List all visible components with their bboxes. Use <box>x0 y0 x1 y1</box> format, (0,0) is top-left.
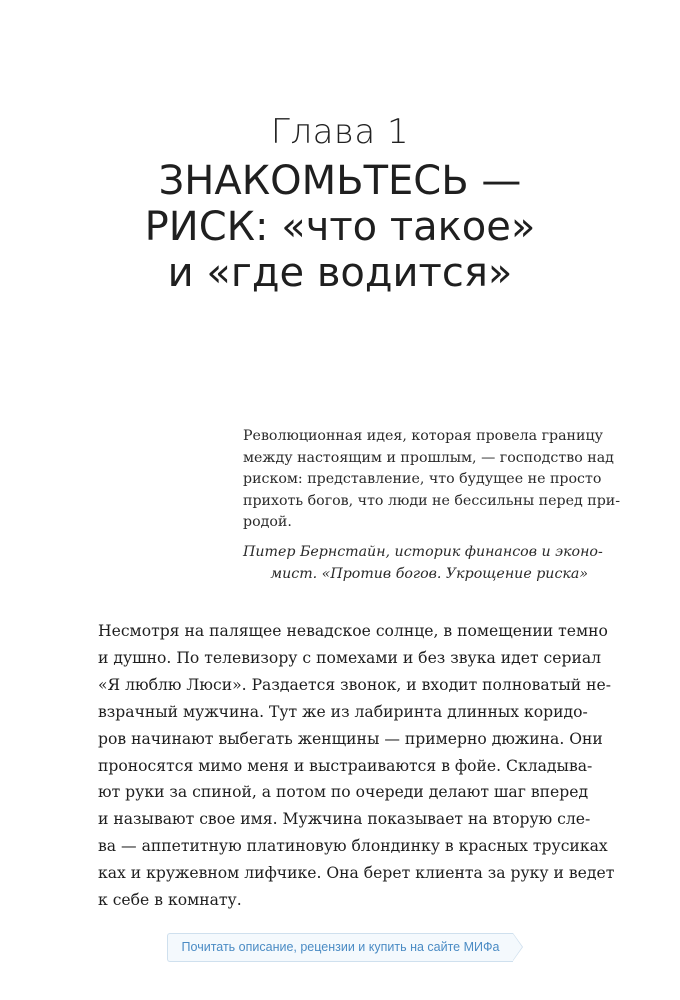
epigraph-quote-line: родой. <box>243 514 292 531</box>
body-line: ва — аппетитную платиновую блондинку в красных трусиках <box>98 837 608 856</box>
body-line: проносятся мимо меня и выстраиваются в фойе. Складыва- <box>98 756 593 775</box>
chapter-title <box>0 158 680 296</box>
store-link-button[interactable]: Почитать описание, рецензии и купить на сайте МИФа <box>167 933 514 962</box>
body-line: к себе в комнату. <box>98 891 242 910</box>
body-line: и называют свое имя. Мужчина показывает на вторую сле- <box>98 810 591 829</box>
body-line: ров начинают выбегать женщины — примерно дюжина. Они <box>98 729 603 748</box>
epigraph-quote <box>243 426 621 534</box>
body-line: ют руки за спиной, а потом по очереди делают шаг вперед <box>98 783 589 802</box>
chapter-title-line: ЗНАКОМЬТЕСЬ — <box>158 158 522 204</box>
epigraph-attribution <box>243 542 603 585</box>
epigraph-quote-line: между настоящим и прошлым, — господство над <box>243 449 614 466</box>
epigraph-attribution-line: Питер Бернстайн, историк финансов и эконо- <box>243 543 603 560</box>
epigraph-quote-line: риском: представление, что будущее не просто <box>243 471 602 488</box>
chapter-title-line: РИСК: «что такое» <box>144 204 536 250</box>
epigraph-quote-line: Революционная идея, которая провела границу <box>243 428 603 444</box>
epigraph-quote-line: прихоть богов, что люди не бессильны перед при- <box>243 492 621 509</box>
chapter-title-line: и «где водится» <box>167 250 513 296</box>
body-line: «Я люблю Люси». Раздается звонок, и входит полноватый не- <box>98 675 611 694</box>
body-line: ках и кружевном лифчике. Она берет клиента за руку и ведет <box>98 864 615 883</box>
promo-banner <box>0 933 680 962</box>
body-line: взрачный мужчина. Тут же из лабиринта длинных коридо- <box>98 702 588 721</box>
body-line: Несмотря на палящее невадское солнце, в помещении темно <box>98 622 608 640</box>
chapter-label: Глава 1 <box>270 112 410 152</box>
epigraph <box>243 426 621 585</box>
body-paragraph <box>98 618 615 914</box>
body-line: и душно. По телевизору с помехами и без звука идет сериал <box>98 648 602 667</box>
epigraph-attribution-line: мист. «Против богов. Укрощение риска» <box>270 565 588 582</box>
